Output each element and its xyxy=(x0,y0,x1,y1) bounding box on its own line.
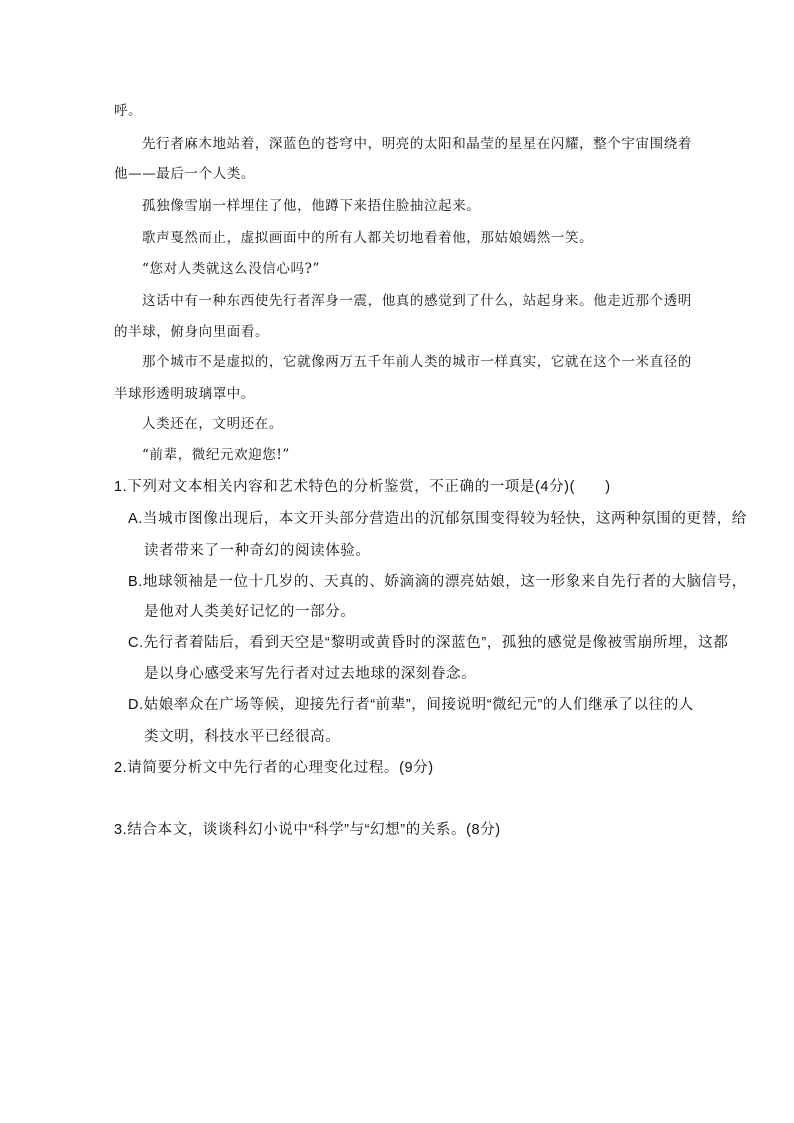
option-a-line-1: A.当城市图像出现后，本文开头部分营造出的沉郁氛围变得较为轻快，这两种氛围的更替，给 xyxy=(128,511,747,527)
option-c-line-1: C.先行者着陆后，看到天空是“黎明或黄昏时的深蓝色”，孤独的感觉是像被雪崩所埋，这都 xyxy=(128,635,729,651)
question-3: 3.结合本文，谈谈科幻小说中“科学”与“幻想”的关系。(8分) xyxy=(114,822,501,838)
passage-line-5: 歌声戛然而止，虚拟画面中的所有人都关切地看着他，那姑娘嫣然一笑。 xyxy=(142,230,594,246)
passage-line-3: 他——最后一个人类。 xyxy=(114,166,255,182)
passage-line-2: 先行者麻木地站着，深蓝色的苍穹中，明亮的太阳和晶莹的星星在闪耀，整个宇宙围绕着 xyxy=(142,136,692,152)
passage-line-6: “您对人类就这么没信心吗?” xyxy=(142,261,320,277)
option-b-line-1: B.地球领袖是一位十几岁的、天真的、娇滴滴的漂亮姑娘，这一形象来自先行者的大脑信号， xyxy=(128,574,747,590)
passage-line-12: “前辈，微纪元欢迎您!” xyxy=(142,447,290,463)
passage-line-4: 孤独像雪崩一样埋住了他，他蹲下来捂住脸抽泣起来。 xyxy=(142,198,481,214)
passage-line-7: 这话中有一种东西使先行者浑身一震，他真的感觉到了什么，站起身来。他走近那个透明 xyxy=(142,293,692,309)
option-a-line-2: 读者带来了一种奇幻的阅读体验。 xyxy=(144,543,371,559)
passage-line-11: 人类还在，文明还在。 xyxy=(142,416,283,432)
option-d-line-2: 类文明，科技水平已经很高。 xyxy=(144,729,341,745)
option-d-line-1: D.姑娘率众在广场等候，迎接先行者“前辈”，间接说明“微纪元”的人们继承了以往的人 xyxy=(128,697,694,713)
passage-line-10: 半球形透明玻璃罩中。 xyxy=(114,386,255,402)
option-b-line-2: 是他对人类美好记忆的一部分。 xyxy=(144,604,356,620)
passage-line-9: 那个城市不是虚拟的，它就像两万五千年前人类的城市一样真实，它就在这个一米直径的 xyxy=(142,354,692,370)
passage-line-1: 呼。 xyxy=(114,103,143,119)
passage-line-8: 的半球，俯身向里面看。 xyxy=(114,324,270,340)
option-c-line-2: 是以身心感受来写先行者对过去地球的深刻眷念。 xyxy=(144,666,477,682)
question-2: 2.请简要分析文中先行者的心理变化过程。(9分) xyxy=(114,760,434,776)
question-1-stem: 1.下列对文本相关内容和艺术特色的分析鉴赏，不正确的一项是(4分)( ) xyxy=(114,479,611,495)
